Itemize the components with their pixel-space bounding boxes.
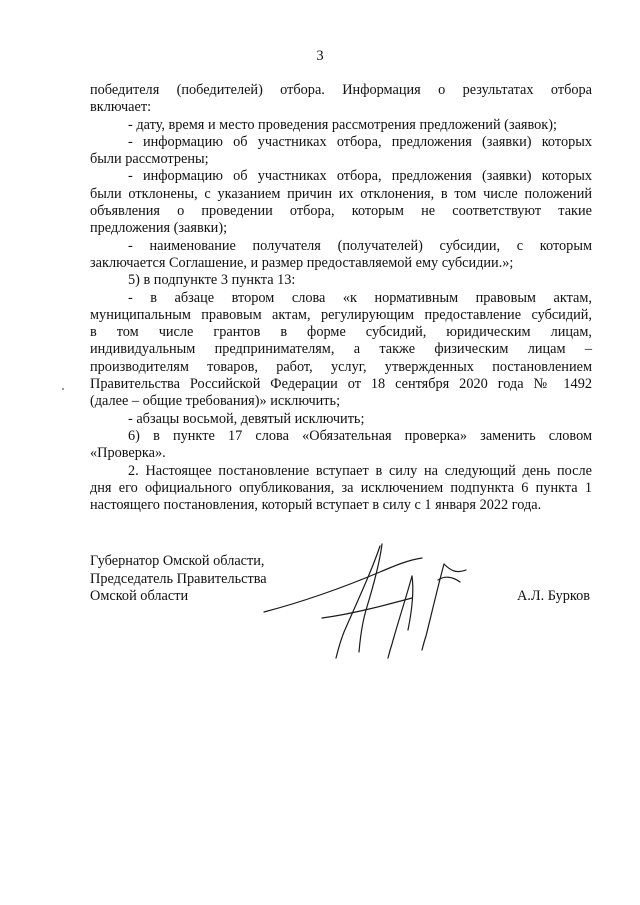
text-line: - в абзаце втором слова «к нормативным правовым актам, bbox=[128, 289, 592, 306]
signer-position-line: Губернатор Омской области, bbox=[90, 553, 265, 569]
text-line: - абзацы восьмой, девятый исключить; bbox=[128, 410, 365, 427]
text-line: 2. Настоящее постановление вступает в силу на следующий день после bbox=[128, 462, 592, 479]
text-line: индивидуальным предпринимателям, а также физическим лицам – bbox=[90, 341, 592, 358]
text-line: в том числе грантов в форме субсидий, юридическим лицам, bbox=[90, 324, 592, 341]
paragraph bbox=[90, 82, 592, 117]
signer-name: А.Л. Бурков bbox=[516, 588, 590, 604]
paragraph bbox=[90, 117, 592, 134]
paragraph bbox=[90, 134, 592, 169]
margin-mark bbox=[62, 388, 64, 390]
text-line: - дату, время и место проведения рассмотрения предложений (заявок); bbox=[128, 116, 557, 133]
text-line: включает: bbox=[90, 99, 152, 116]
text-line: были рассмотрены; bbox=[90, 151, 209, 168]
text-line: заключается Соглашение, и размер предоставляемой ему субсидии.»; bbox=[90, 254, 514, 271]
text-line: победителя (победителей) отбора. Информация о результатах отбора bbox=[90, 82, 592, 98]
text-line: предложения (заявки); bbox=[90, 220, 228, 237]
text-line: 6) в пункте 17 слова «Обязательная проверка» заменить словом bbox=[128, 427, 592, 444]
text-line: были отклонены, с указанием причин их отклонения, в том числе положений bbox=[90, 185, 592, 202]
paragraph bbox=[90, 168, 592, 237]
signer-position-line: Председатель Правительства bbox=[90, 570, 267, 587]
paragraph bbox=[90, 411, 592, 428]
document-body bbox=[90, 82, 592, 514]
paragraph bbox=[90, 463, 592, 515]
text-line: 5) в подпункте 3 пункта 13: bbox=[128, 272, 296, 289]
paragraph bbox=[90, 290, 592, 411]
text-line: производителям товаров, работ, услуг, утвержденных постановлением bbox=[90, 358, 592, 375]
text-line: дня его официального опубликования, за исключением подпункта 6 пункта 1 bbox=[90, 479, 592, 496]
text-line: - информацию об участниках отбора, предложения (заявки) которых bbox=[128, 168, 592, 185]
text-line: муниципальным правовым актам, регулирующим предоставление субсидий, bbox=[90, 306, 592, 323]
text-line: - информацию об участниках отбора, предложения (заявки) которых bbox=[128, 133, 592, 150]
signer-position-line: Омской области bbox=[90, 588, 189, 604]
text-line: Правительства Российской Федерации от 18 сентября 2020 года № 1492 bbox=[90, 376, 592, 393]
text-line: - наименование получателя (получателей) субсидии, с которым bbox=[128, 237, 592, 254]
text-line: настоящего постановления, который вступает в силу с 1 января 2022 года. bbox=[90, 497, 542, 514]
page-number: 3 bbox=[316, 48, 324, 64]
paragraph bbox=[90, 272, 592, 289]
text-line: объявления о проведении отбора, которым не соответствуют такие bbox=[90, 203, 592, 220]
paragraph bbox=[90, 238, 592, 273]
text-line: «Проверка». bbox=[90, 445, 166, 462]
handwritten-signature bbox=[262, 540, 472, 665]
signer-position bbox=[90, 553, 267, 606]
paragraph bbox=[90, 428, 592, 463]
text-line: (далее – общие требования)» исключить; bbox=[90, 393, 341, 410]
